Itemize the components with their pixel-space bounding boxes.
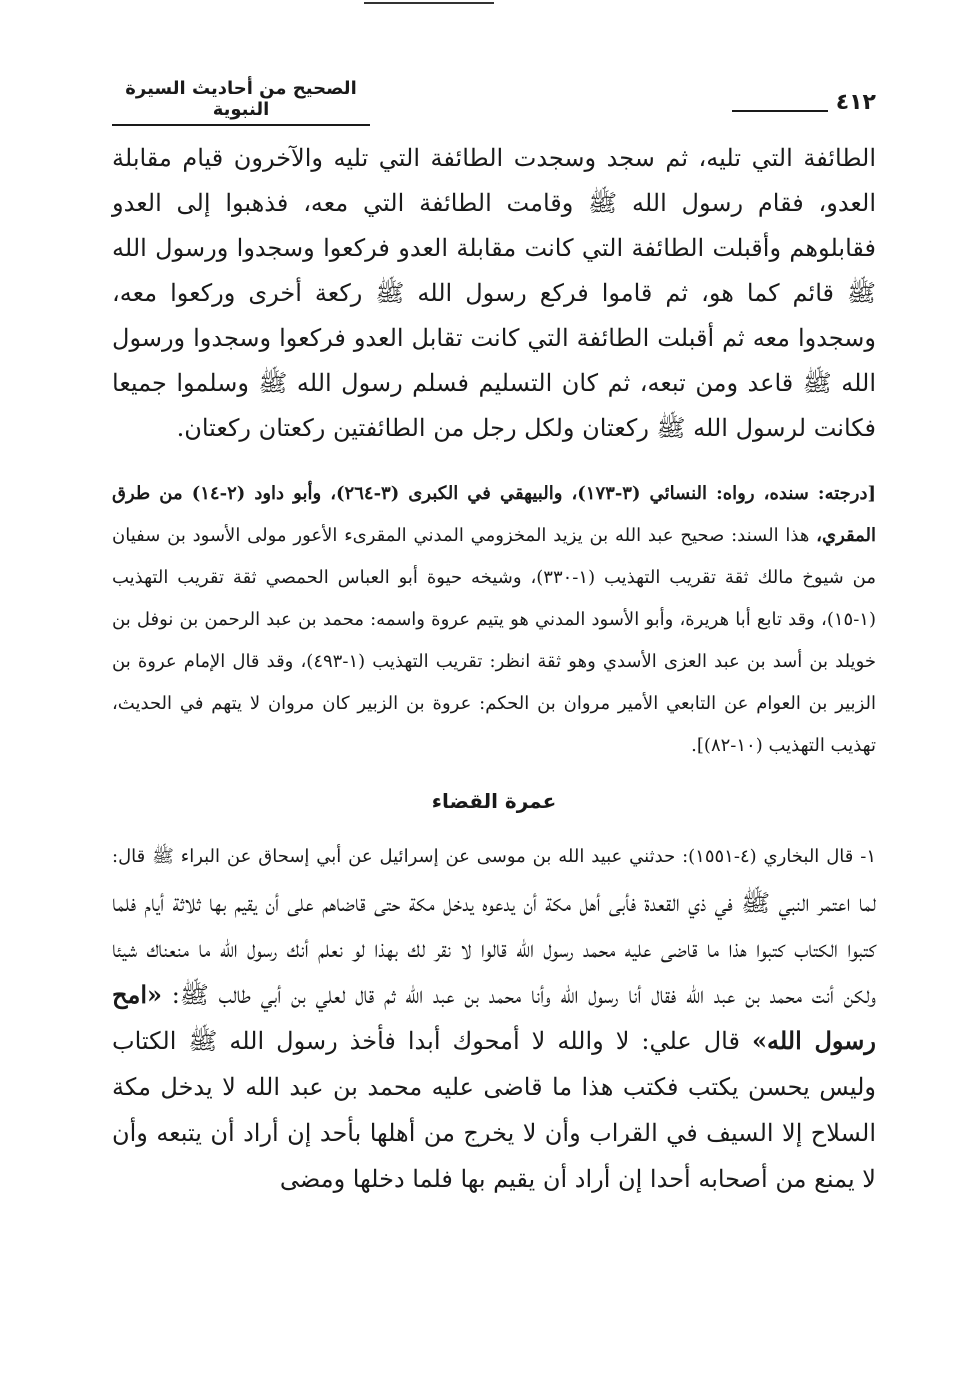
page-content (112, 136, 876, 1202)
top-rule (364, 2, 494, 4)
citation-note (112, 473, 876, 767)
hadith-bold-quote: «امح رسول الله» (112, 980, 876, 1055)
running-title: الصحيح من أحاديث السيرة النبوية (112, 78, 370, 126)
page-header (112, 78, 876, 118)
page-number: ٤١٢ (835, 90, 876, 115)
main-text: الطائفة التي تليه، ثم سجد وسجدت الطائفة التي تليه والآخرون قيام مقابلة العدو، فقام رسول الله ﷺ وقامت الطائفة التي معه، فذهبوا إلى العدو فقابلوهم وأقبلت الطائفة التي كانت مقابلة العدو فركعوا وسجدوا ورسول الله ﷺ قائم كما هو، ثم قاموا فركع رسول الله ﷺ ركعة أخرى وركعوا معه، وسجدوا معه ثم أقبلت الطائفة التي كانت تقابل العدو فركعوا وسجدوا ورسول الله ﷺ قاعد ومن تبعه، ثم كان التسليم فسلم رسول الله ﷺ وسلموا جميعا فكانت لرسول الله ﷺ ركعتان ولكل رجل من الطائفتين ركعتان ركعتان. (112, 144, 876, 442)
hadith-opening: ١- قال البخاري (٤-١٥٥١): حدثني عبيد الله بن موسى عن إسرائيل عن أبي إسحاق عن البراء ﷺ قال: (112, 846, 876, 867)
hadith-text-part2: قال علي: لا والله لا أمحوك أبدا فأخذ رسول الله ﷺ الكتاب وليس يحسن يكتب فكتب هذا ما قاضى عليه محمد بن عبد الله لا يدخل مكة السلاح إلا السيف في القراب وأن لا يخرج من أهلها بأحد إن أراد أن يتبعه وأن لا يمنع من أصحابه أحدا إن أراد أن يقيم بها فلما دخلها ومضى (112, 1027, 876, 1193)
header-rule (732, 110, 828, 112)
citation-text: هذا السند: صحيح عبد الله بن يزيد المخزومي المدني المقرىء الأعور مولى الأسود بن سفيان من شيوخ مالك ثقة تقريب التهذيب (١-٣٣٠)، وشيخه حيوة أبو العباس الحمصي ثقة تقريب التهذيب (١-١٥)، وقد تابع أبا هريرة، وأبو الأسود المدني هو يتيم عروة واسمه: محمد بن عبد الرحمن بن نوفل بن خويلد بن أسد بن عبد العزى الأسدي وهو ثقة انظر: تقريب التهذيب (١-٤٩٣)، وقد قال الإمام عروة بن الزبير بن العوام عن التابعي الأمير مروان بن الحكم: عروة بن الزبير كان مروان لا يتهم في الحديث، تهذيب التهذيب (١٠-٨٢)]. (112, 525, 876, 756)
hadith-text-part1: لما اعتمر النبي ﷺ في ذي القعدة فأبى أهل مكة أن يدعوه يدخل مكة حتى قاضاهم على أن يقيم بها ثلاثة أيام فلما كتبوا الكتاب كتبوا هذا ما قاضى عليه محمد رسول الله قالوا لا نقر لك بهذا لو نعلم أنك رسول الله ما منعناك شيئا ولكن أنت محمد بن عبد الله فقال أنا رسول الله وأنا محمد بن عبد الله ثم قال لعلي بن أبي طالب ﷺ: (112, 889, 876, 1009)
citation-intro: [درجته: سنده، رواه: النسائي (٣-١٧٣)، والبيهقي في الكبرى (٣-٢٦٤)، وأبو داود (٢-١٤) من طرق المقري، (112, 483, 877, 546)
section-heading: عمرة القضاء (431, 789, 557, 813)
hadith-text (112, 831, 876, 1202)
